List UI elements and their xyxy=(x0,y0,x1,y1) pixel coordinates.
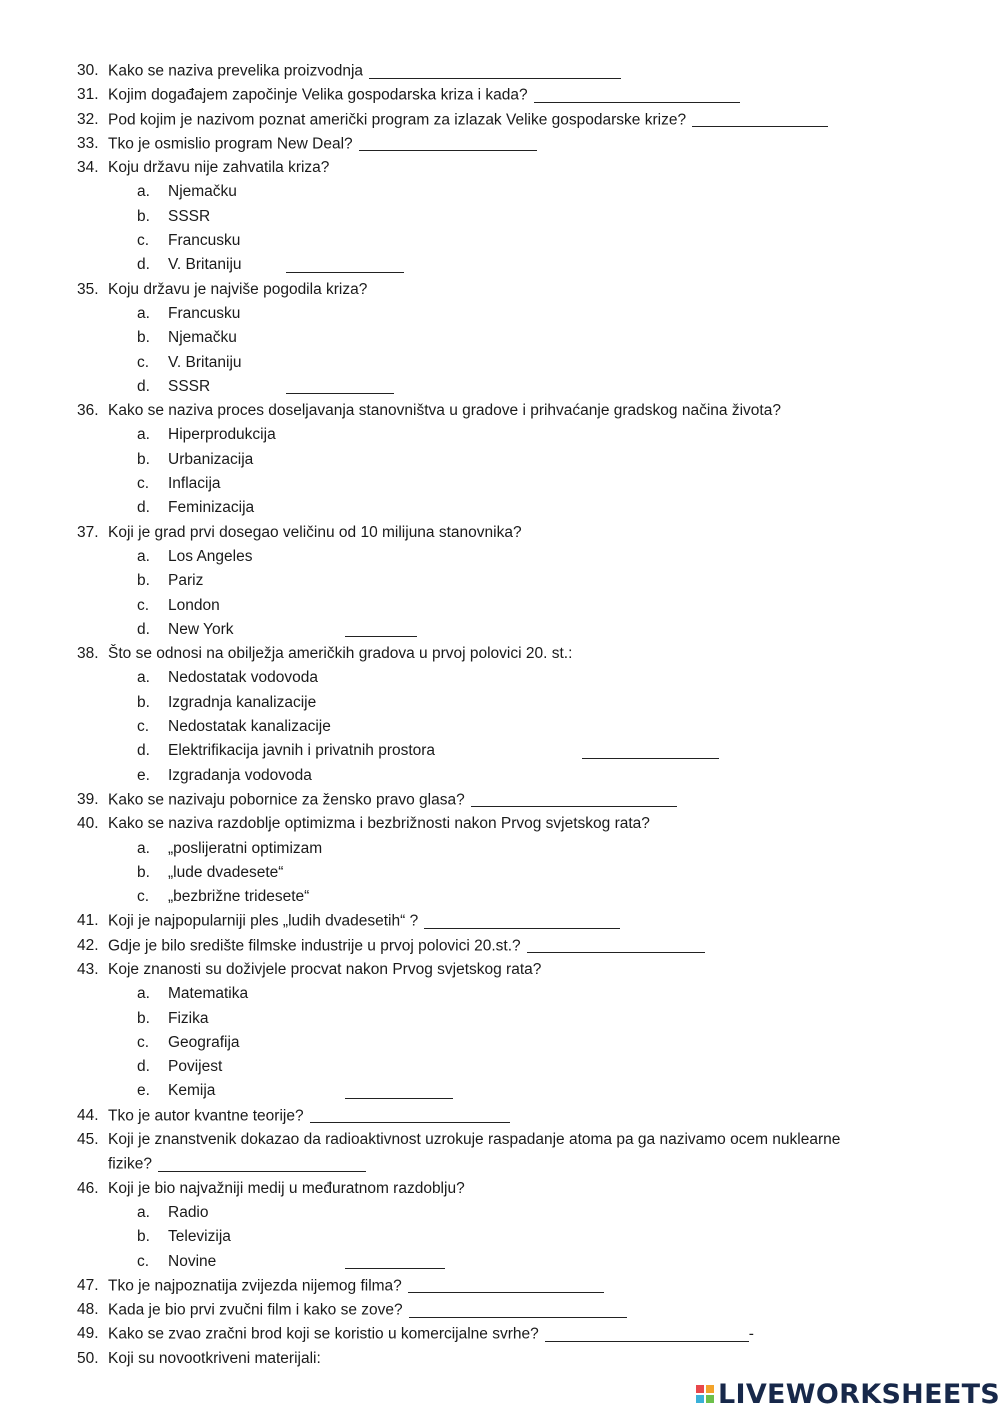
question-text: Kako se naziva prevelika proizvodnja xyxy=(108,59,621,84)
option-text: Novine xyxy=(168,1252,217,1270)
option-text: „lude dvadesete“ xyxy=(168,863,284,881)
question-47 xyxy=(0,1274,1000,1298)
option-text: Nedostatak vodovoda xyxy=(168,669,318,687)
answer-blank[interactable] xyxy=(286,256,404,273)
option-c: c. Nedostatak kanalizacije xyxy=(0,715,1000,739)
option-text: SSSR xyxy=(168,207,211,225)
option-a: a. Matematika xyxy=(0,982,1000,1006)
question-45-continued xyxy=(0,1152,1000,1176)
logo-icon xyxy=(696,1385,714,1403)
option-a: a. Radio xyxy=(0,1201,1000,1225)
option-text: Kemija xyxy=(168,1082,216,1100)
answer-blank[interactable] xyxy=(359,135,537,152)
question-number: 44. xyxy=(77,1106,99,1124)
option-b: b. „lude dvadesete“ xyxy=(0,861,1000,885)
worksheet xyxy=(0,59,1000,1371)
question-number: 50. xyxy=(77,1349,99,1367)
option-d: d. Elektrifikacija javnih i privatnih prostora xyxy=(0,739,1000,763)
question-number: 45. xyxy=(77,1131,99,1149)
option-e: e. Kemija xyxy=(0,1079,1000,1103)
option-d: d. V. Britaniju xyxy=(0,253,1000,277)
answer-blank[interactable] xyxy=(534,86,740,103)
option-text: Urbanizacija xyxy=(168,450,254,468)
option-text: Povijest xyxy=(168,1058,223,1076)
question-42 xyxy=(0,934,1000,958)
answer-blank[interactable] xyxy=(527,937,705,954)
question-number: 40. xyxy=(77,815,99,833)
question-40 xyxy=(0,812,1000,836)
liveworksheets-logo[interactable] xyxy=(696,1378,1000,1410)
question-text: Kako se naziva proces doseljavanja stanovništva u gradove i prihvaćanje gradskog načina života? xyxy=(108,402,781,420)
option-text: V. Britaniju xyxy=(168,256,242,274)
question-48 xyxy=(0,1298,1000,1322)
question-text: Kada je bio prvi zvučni film i kako se zove? xyxy=(108,1298,627,1323)
question-text: Tko je osmislio program New Deal? xyxy=(108,132,537,157)
option-b: b. Izgradnja kanalizacije xyxy=(0,691,1000,715)
option-text: Izgradnja kanalizacije xyxy=(168,693,317,711)
option-d: d. New York xyxy=(0,618,1000,642)
option-text: „bezbrižne tridesete“ xyxy=(168,888,310,906)
question-36 xyxy=(0,399,1000,423)
question-number: 33. xyxy=(77,134,99,152)
question-text: Koje znanosti su doživjele procvat nakon Prvog svjetskog rata? xyxy=(108,960,542,978)
answer-blank[interactable] xyxy=(158,1155,366,1172)
question-34 xyxy=(0,156,1000,180)
question-41 xyxy=(0,909,1000,933)
question-text: Koju državu nije zahvatila kriza? xyxy=(108,159,330,177)
answer-blank[interactable] xyxy=(409,1301,627,1318)
option-text: Televizija xyxy=(168,1228,231,1246)
question-45 xyxy=(0,1128,1000,1152)
answer-blank[interactable] xyxy=(424,912,620,929)
answer-blank[interactable] xyxy=(345,1082,453,1099)
option-a: a. Los Angeles xyxy=(0,545,1000,569)
option-text: London xyxy=(168,596,220,614)
question-text: Kojim događajem započinje Velika gospodarska kriza i kada? xyxy=(108,83,740,108)
question-number: 37. xyxy=(77,523,99,541)
option-a: a. „poslijeratni optimizam xyxy=(0,837,1000,861)
option-a: a. Nedostatak vodovoda xyxy=(0,666,1000,690)
option-text: Los Angeles xyxy=(168,547,253,565)
question-37 xyxy=(0,521,1000,545)
option-text: Elektrifikacija javnih i privatnih prostora xyxy=(168,742,436,760)
question-number: 30. xyxy=(77,62,99,79)
option-d: d. Feminizacija xyxy=(0,496,1000,520)
option-b: b. Fizika xyxy=(0,1007,1000,1031)
question-text: Kako se naziva razdoblje optimizma i bezbrižnosti nakon Prvog svjetskog rata? xyxy=(108,815,650,833)
question-number: 32. xyxy=(77,110,99,128)
option-a: a. Francusku xyxy=(0,302,1000,326)
question-number: 34. xyxy=(77,159,99,177)
option-b: b. Urbanizacija xyxy=(0,448,1000,472)
option-c: c. Francusku xyxy=(0,229,1000,253)
question-38 xyxy=(0,642,1000,666)
option-text: Radio xyxy=(168,1203,209,1221)
question-number: 49. xyxy=(77,1325,99,1343)
question-text: Pod kojim je nazivom poznat američki program za izlazak Velike gospodarske krize? xyxy=(108,108,828,133)
question-number: 39. xyxy=(77,790,99,808)
question-text: Kako se zvao zračni brod koji se koristio u komercijalne svrhe? - xyxy=(108,1325,754,1343)
question-49 xyxy=(0,1322,1000,1346)
question-number: 46. xyxy=(77,1179,99,1197)
option-text: Fizika xyxy=(168,1009,209,1027)
question-number: 31. xyxy=(77,86,99,104)
question-46 xyxy=(0,1177,1000,1201)
option-text: „poslijeratni optimizam xyxy=(168,839,323,857)
answer-blank[interactable] xyxy=(582,742,719,759)
question-33 xyxy=(0,132,1000,156)
option-text: V. Britaniju xyxy=(168,353,242,371)
option-b: b. Pariz xyxy=(0,569,1000,593)
question-text: Koji je bio najvažniji medij u međuratnom razdoblju? xyxy=(108,1179,465,1197)
question-44 xyxy=(0,1104,1000,1128)
option-d: d. SSSR xyxy=(0,375,1000,399)
option-d: d. Povijest xyxy=(0,1055,1000,1079)
question-number: 36. xyxy=(77,402,99,420)
question-31 xyxy=(0,83,1000,107)
answer-blank[interactable] xyxy=(471,791,677,808)
option-b: b. SSSR xyxy=(0,205,1000,229)
question-text: fizike? xyxy=(108,1152,366,1177)
answer-blank[interactable] xyxy=(692,111,828,128)
option-c: c. Novine xyxy=(0,1250,1000,1274)
question-number: 42. xyxy=(77,936,99,954)
question-number: 47. xyxy=(77,1276,99,1294)
question-32 xyxy=(0,108,1000,132)
answer-blank[interactable] xyxy=(545,1325,749,1342)
brand-name: LIVEWORKSHEETS xyxy=(718,1378,1000,1410)
question-text: Što se odnosi na obilježja američkih gradova u prvoj polovici 20. st.: xyxy=(108,645,573,663)
answer-blank[interactable] xyxy=(408,1277,604,1294)
option-text: Geografija xyxy=(168,1033,240,1051)
question-text: Koju državu je najviše pogodila kriza? xyxy=(108,280,368,298)
question-text: Koji su novootkriveni materijali: xyxy=(108,1349,321,1367)
option-text: Francusku xyxy=(168,232,241,250)
question-text: Tko je autor kvantne teorije? xyxy=(108,1104,510,1129)
question-50 xyxy=(0,1347,1000,1371)
answer-blank[interactable] xyxy=(369,62,621,79)
option-text: Njemačku xyxy=(168,183,237,201)
option-c: c. V. Britaniju xyxy=(0,351,1000,375)
question-43 xyxy=(0,958,1000,982)
option-text: SSSR xyxy=(168,377,211,395)
question-number: 48. xyxy=(77,1301,99,1319)
option-text: Francusku xyxy=(168,304,241,322)
option-a: a. Njemačku xyxy=(0,180,1000,204)
answer-blank[interactable] xyxy=(286,378,394,395)
option-text: Inflacija xyxy=(168,475,221,493)
option-text: Pariz xyxy=(168,572,204,590)
option-c: c. Geografija xyxy=(0,1031,1000,1055)
question-number: 35. xyxy=(77,280,99,298)
option-text: Matematika xyxy=(168,985,249,1003)
answer-blank[interactable] xyxy=(345,1253,445,1270)
question-text: Koji je znanstvenik dokazao da radioaktivnost uzrokuje raspadanje atoma pa ga nazivamo ocem nuklearne xyxy=(108,1131,841,1149)
option-c: c. London xyxy=(0,594,1000,618)
option-text: Hiperprodukcija xyxy=(168,426,276,444)
question-number: 38. xyxy=(77,645,99,663)
question-39 xyxy=(0,788,1000,812)
answer-blank[interactable] xyxy=(345,621,417,638)
option-c: c. Inflacija xyxy=(0,472,1000,496)
answer-blank[interactable] xyxy=(310,1107,510,1124)
option-text: Izgradanja vodovoda xyxy=(168,766,312,784)
question-text: Koji je grad prvi dosegao veličinu od 10 milijuna stanovnika? xyxy=(108,523,522,541)
option-text: Njemačku xyxy=(168,329,237,347)
question-35 xyxy=(0,278,1000,302)
option-text: Nedostatak kanalizacije xyxy=(168,718,331,736)
option-c: c. „bezbrižne tridesete“ xyxy=(0,885,1000,909)
option-text: New York xyxy=(168,620,234,638)
option-a: a. Hiperprodukcija xyxy=(0,423,1000,447)
question-text: Kako se nazivaju pobornice za žensko pravo glasa? xyxy=(108,788,677,813)
question-text: Gdje je bilo središte filmske industrije u prvoj polovici 20.st.? xyxy=(108,934,705,959)
question-number: 43. xyxy=(77,960,99,978)
option-b: b. Njemačku xyxy=(0,326,1000,350)
question-number: 41. xyxy=(77,912,99,930)
option-b: b. Televizija xyxy=(0,1225,1000,1249)
option-e: e. Izgradanja vodovoda xyxy=(0,764,1000,788)
question-text: Tko je najpoznatija zvijezda nijemog filma? xyxy=(108,1274,604,1299)
question-text: Koji je najpopularniji ples „ludih dvadesetih“ ? xyxy=(108,909,620,934)
question-30 xyxy=(0,59,1000,83)
option-text: Feminizacija xyxy=(168,499,255,517)
